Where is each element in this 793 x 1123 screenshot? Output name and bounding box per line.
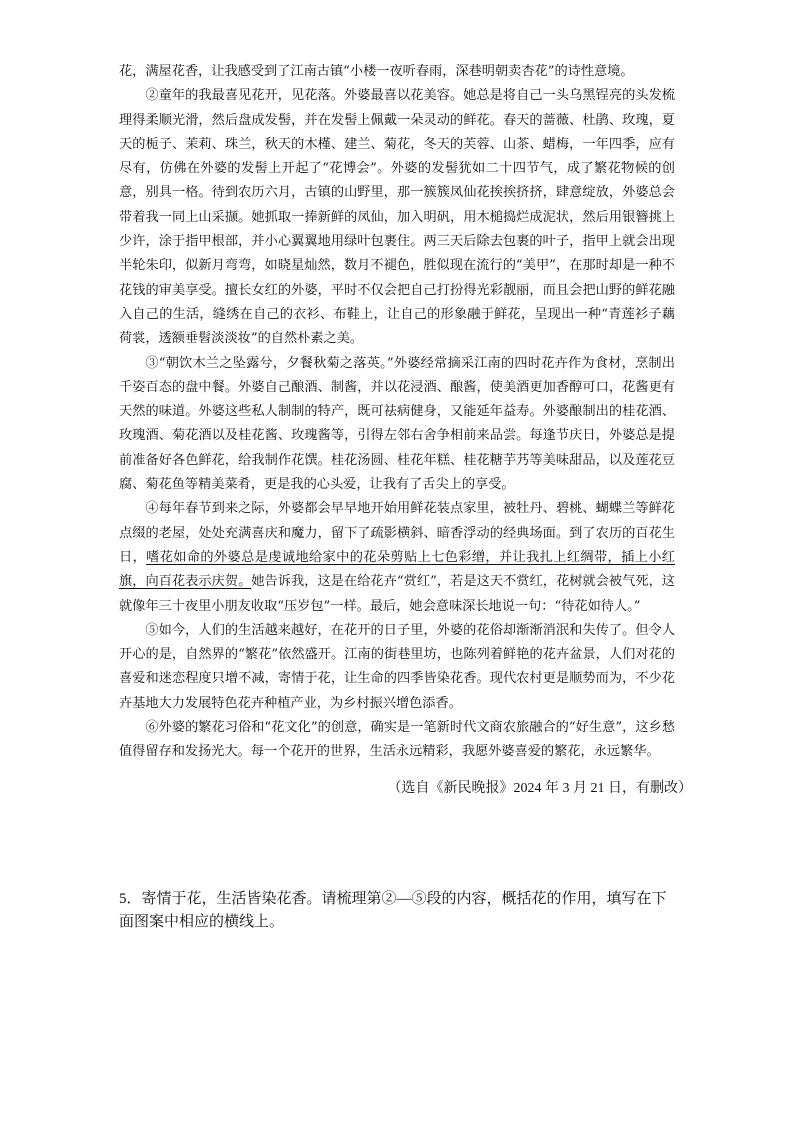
paragraph-6: ⑥外婆的繁花习俗和“花文化”的创意，确实是一笔新时代文商农旅融合的“好生意”，这乡愁值得留存和发扬光大。每一个花开的世界，生活永远精彩，我愿外婆喜爱的繁花，永远繁华。 [119, 720, 675, 760]
underlined-sentence: 嗜花如命的外婆总是虔诚地给家中的花朵剪贴上七色彩缯，并让我扎上红绸带，插上小红旗，向百花表示庆贺。 [119, 549, 675, 590]
article-body [119, 60, 692, 799]
source-citation: （选自《新民晚报》2024 年 3 月 21 日，有删改） [387, 780, 692, 796]
paragraph-4 [119, 497, 675, 618]
question-5: 5．寄情于花，生活皆染花香。请梳理第②—⑤段的内容，概括花的作用，填写在下面图案中相应的横线上。 [119, 891, 667, 930]
paragraph-4-end: 她告诉我，这是在给花卉“赏红”，若是这天不赏红，花树就会被气死，这就像年三十夜里小朋友收取“压岁包”一样。最后，她会意味深长地说一句：“待花如待人。” [119, 574, 675, 614]
paragraph-2: ②童年的我最喜见花开，见花落。外婆最喜以花美容。她总是将自己一头乌黑锃亮的头发梳理得柔顺光滑，然后盘成发髻，并在发髻上佩戴一朵灵动的鲜花。春天的蔷薇、杜鹃、玫瑰，夏天的栀子、茉莉、珠兰，秋天的木槿、建兰、菊花，冬天的芙蓉、山茶、蜡梅，一年四季，应有尽有，仿佛在外婆的发髻上开起了“花博会”。外婆的发髻犹如二十四节气，成了繁花物候的创意，别具一格。待到农历六月，古镇的山野里，那一簇簇凤仙花挨挨挤挤，肆意绽放，外婆总会带着我一同上山采撷。她抓取一捧新鲜的凤仙，加入明矾，用木槌捣烂成泥状，然后用银簪挑上少许，涂于指甲根部，并小心翼翼地用绿叶包裹住。两三天后除去包裹的叶子，指甲上就会出现半轮朱印，似新月弯弯，如晓星灿然，数月不褪色，胜似现在流行的“美甲”，在那时却是一种不花钱的审美享受。擅长女红的外婆，平时不仅会把自己打扮得光彩靓丽，而且会把山野的鲜花融入自己的生活，缝绣在自己的衣衫、布鞋上，让自己的形象融于鲜花，呈现出一种“青莲衫子藕荷裳，透额垂髫淡淡妆”的自然朴素之美。 [119, 88, 675, 347]
paragraph-4-start: ④每年春节到来之际，外婆都会早早地开始用鲜花装点家里，被牡丹、碧桃、蝴蝶兰等鲜花点缀的老屋，处处充满喜庆和魔力，留下了疏影横斜、暗香浮动的经典场面。到了农历的百花生日， [119, 501, 675, 565]
paragraph-5: ⑤如今，人们的生活越来越好，在花开的日子里，外婆的花俗却渐渐消泯和失传了。但令人开心的是，自然界的“繁花”依然盛开。江南的街巷里坊，也陈列着鲜艳的花卉盆景，人们对花的喜爱和迷恋程度只增不减，寄情于花，让生命的四季皆染花香。现代农村更是顺势而为，不少花卉基地大力发展特色花卉种植产业，为乡村振兴增色添香。 [119, 622, 675, 711]
paragraph-3: ③“朝饮木兰之坠露兮，夕餐秋菊之落英。”外婆经常摘采江南的四时花卉作为食材，烹制出千姿百态的盘中餐。外婆自己酿酒、制酱，并以花浸酒、酿酱，使美酒更加香醇可口，花酱更有天然的味道。外婆这些私人制制的特产，既可祛病健身，又能延年益寿。外婆酿制出的桂花酒、玫瑰酒、菊花酒以及桂花酱、玫瑰酱等，引得左邻右舍争相前来品尝。每逢节庆日，外婆总是提前准备好各色鲜花，给我制作花馔。桂花汤圆、桂花年糕、桂花糖芋艿等美味甜品，以及莲花豆腐、菊花鱼等精美菜肴，更是我的心头爱，让我有了舌尖上的享受。 [119, 355, 675, 493]
paragraph-1-tail: 花，满屋花香，让我感受到了江南古镇“小楼一夜听春雨，深巷明朝卖杏花”的诗性意境。 [119, 64, 634, 79]
